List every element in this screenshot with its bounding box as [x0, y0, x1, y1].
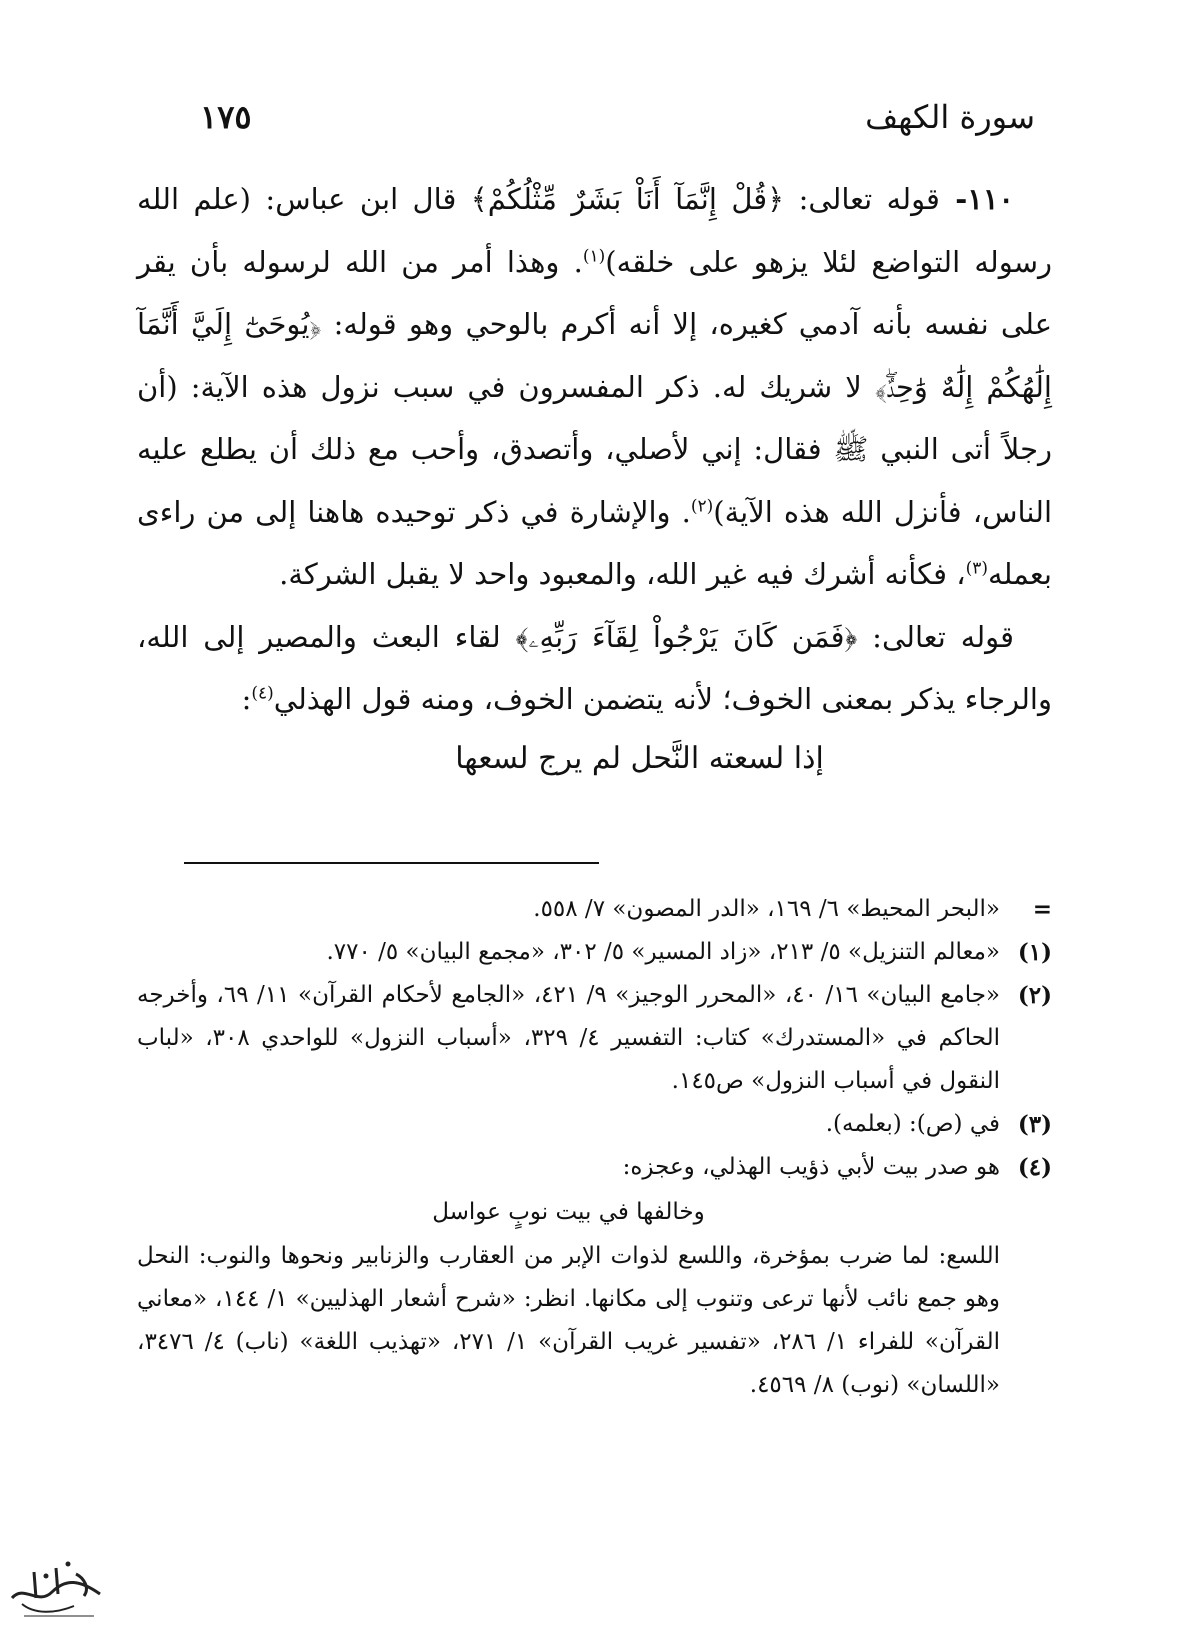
- footnote-poetry-verse: وخالفها في بيت نوبٍ عواسل: [432, 1199, 705, 1225]
- footnote-text: هو صدر بيت لأبي ذؤيب الهذلي، وعجزه:: [622, 1154, 1000, 1180]
- footnote-number: (١): [1017, 939, 1052, 966]
- paragraph-verse-110: [137, 168, 1052, 606]
- footnote-ref-3[interactable]: (٣): [965, 558, 989, 579]
- footnote-number: (٣): [1017, 1111, 1052, 1138]
- footnotes: [137, 888, 1052, 1407]
- footnote-1: [137, 931, 1052, 974]
- paragraph-second: [137, 606, 1052, 731]
- footnote-text: «معالم التنزيل» ٥/ ٢١٣، «زاد المسير» ٥/ ٣٠٢، «مجمع البيان» ٥/ ٧٧٠.: [326, 939, 1000, 965]
- page-header: [200, 98, 1035, 148]
- verse-number: ١١٠-: [939, 182, 1015, 216]
- footnote-continuation: [137, 888, 1052, 931]
- poetry-verse: إذا لسعته النَّحل لم يرج لسعها: [455, 740, 824, 776]
- paragraph-text: ، فكأنه أشرك فيه غير الله، والمعبود واحد لا يقبل الشركة.: [279, 557, 966, 591]
- paragraph-text: :: [241, 682, 252, 716]
- footnote-ref-2[interactable]: (٢): [690, 495, 714, 516]
- calligraphy-stamp-logo: [4, 1554, 109, 1624]
- footnote-3: [137, 1103, 1052, 1146]
- paragraph-text: . وهذا أمر من الله لرسوله بأن يقر على نفسه بأنه آدمي كغيره، إلا أنه أكرم بالوحي وهو قوله: ﴿يُوحَىٰٓ إِلَيَّ أَنَّمَآ إِلَٰهُكُمْ إِلَٰهٌ وَٰحِدٌۖ﴾ لا شريك له. ذكر المفسرون في سبب نزول هذه الآية: (أن رجلاً أتى النبي ﷺ فقال: إني لأصلي، وأتصدق، وأحب مع ذلك أن يطلع عليه الناس، فأنزل الله هذه الآية): [137, 244, 1053, 529]
- footnote-4-continued: اللسع: لما ضرب بمؤخرة، واللسع لذوات الإبر من العقارب والزنابير ونحوها والنوب: النحل وهو جمع نائب لأنها ترعى وتنوب إلى مكانها. انظر: «شرح أشعار الهذليين» ١/ ١٤٤، «معاني القرآن» للفراء ١/ ٢٨٦، «تفسير غريب القرآن» ١/ ٢٧١، «تهذيب اللغة» (ناب) ٤/ ٣٤٧٦، «اللسان» (نوب) ٨/ ٤٥٦٩.: [137, 1243, 1000, 1398]
- page-number: ١٧٥: [200, 98, 252, 136]
- continuation-marker: =: [1032, 896, 1052, 923]
- paragraph-text: قوله تعالى: ﴿قُلْ إِنَّمَآ أَنَاْ بَشَرٌ مِّثْلُكُمْ﴾ قال ابن عباس: (علم الله رسوله التواضع لئلا يزهو على خلقه): [137, 182, 1053, 279]
- footnote-ref-4[interactable]: (٤): [251, 683, 274, 704]
- paragraph-text: . والإشارة في ذكر توحيده هاهنا إلى من راءى بعمله: [137, 494, 1052, 591]
- footnote-text: «البحر المحيط» ٦/ ١٦٩، «الدر المصون» ٧/ ٥٥٨.: [533, 896, 1000, 922]
- surah-title: سورة الكهف: [865, 98, 1035, 136]
- paragraph-text: قوله تعالى: ﴿فَمَن كَانَ يَرْجُواْ لِقَآءَ رَبِّهِۦ﴾ لقاء البعث والمصير إلى الله، والرجاء يذكر بمعنى الخوف؛ لأنه يتضمن الخوف، ومنه قول الهذلي: [137, 619, 1052, 716]
- footnote-4: [137, 1146, 1052, 1189]
- footnote-2: [137, 974, 1052, 1103]
- footnote-number: (٤): [1017, 1154, 1052, 1181]
- footnote-divider: [184, 862, 599, 864]
- footnote-number: (٢): [1017, 982, 1052, 1009]
- main-text: [137, 168, 1052, 787]
- footnote-ref-1[interactable]: (١): [582, 245, 606, 266]
- footnote-text: «جامع البيان» ١٦/ ٤٠، «المحرر الوجيز» ٩/ ٤٢١، «الجامع لأحكام القرآن» ١١/ ٦٩، وأخرجه الحاكم في «المستدرك» كتاب: التفسير ٤/ ٣٢٩، «أسباب النزول» للواحدي ٣٠٨، «لباب النقول في أسباب النزول» ص١٤٥.: [137, 982, 1001, 1094]
- footnote-text: في (ص): (بعلمه).: [825, 1111, 1000, 1137]
